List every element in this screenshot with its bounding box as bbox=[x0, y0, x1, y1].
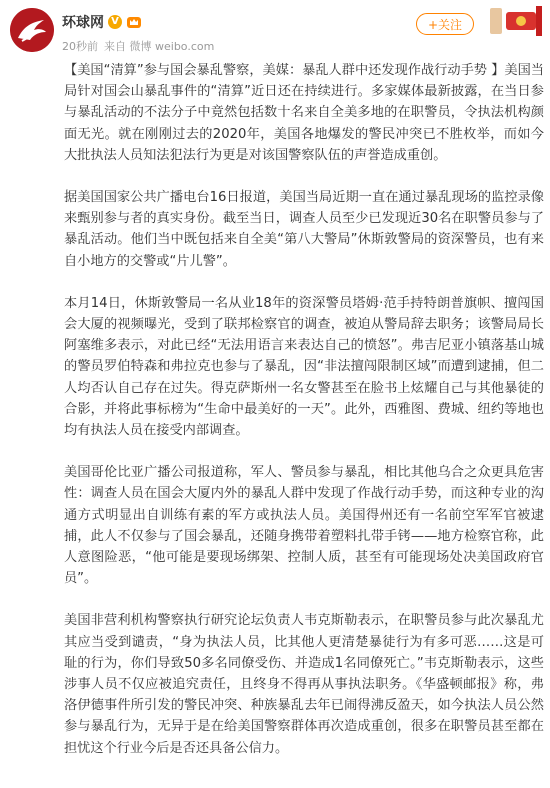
post-content bbox=[64, 60, 544, 780]
account-name[interactable]: 环球网 bbox=[62, 15, 104, 31]
post-meta bbox=[62, 38, 214, 54]
follow-button[interactable]: +关注 bbox=[416, 13, 474, 35]
eagle-logo-icon bbox=[10, 8, 54, 52]
post-header bbox=[0, 0, 550, 60]
member-crown-icon bbox=[126, 15, 142, 29]
festive-decoration-icon bbox=[486, 2, 546, 42]
verified-v-badge-icon: V bbox=[108, 15, 122, 29]
post-source: 来自 微博 weibo.com bbox=[104, 40, 215, 53]
post-paragraph: 【美国“清算”参与国会暴乱警察，美媒：暴乱人群中还发现作战行动手势 】美国当局针对国会山暴乱事件的“清算”近日还在持续进行。多家媒体最新披露，在当日参与暴乱活动的不法分子中竟然包括数十名来自全美多地的在职警员，令执法机构颜面无光。就在刚刚过去的2020年，美国各地爆发的警民冲突已不胜枚举，而如今大批执法人员知法犯法行为更是对该国警察队伍的声誉造成重创。 bbox=[64, 63, 544, 163]
post-time[interactable]: 20秒前 bbox=[62, 40, 98, 53]
post-paragraph: 据美国国家公共广播电台16日报道，美国当局近期一直在通过暴乱现场的监控录像来甄别参与者的真实身份。截至当日，调查人员至少已发现近30名在职警员参与了暴乱活动。他们当中既包括来自全美“第八大警局”休斯敦警局的资深警员，也有来自小地方的交警或“片儿警”。 bbox=[64, 190, 544, 269]
account-avatar[interactable] bbox=[10, 8, 54, 52]
post-paragraph: 美国非营利机构警察执行研究论坛负责人韦克斯勒表示，在职警员参与此次暴乱尤其应当受到谴责，“身为执法人员，比其他人更清楚暴徒行为有多可恶……这是可耻的行为，你们导致50多名同僚受伤、并造成1名同僚死亡。”韦克斯勒表示，这些涉事人员不仅应被追究责任，且终身不得再从事执法职务。《华盛顿邮报》称，弗洛伊德事件所引发的警民冲突、种族暴乱去年已闹得沸反盈天，如今执法人员公然参与暴乱行为，无异于是在给美国警察群体再次造成重创，很多在职警员甚至都在担忧这个行业今后是否还具备公信力。 bbox=[64, 613, 544, 756]
post-paragraph: 美国哥伦比亚广播公司报道称，军人、警员参与暴乱，相比其他乌合之众更具危害性：调查人员在国会大厦内外的暴乱人群中发现了作战行动手势，而这种专业的沟通方式明显出自训练有素的军方或执法人员。美国得州还有一名前空军军官被逮捕，此人不仅参与了国会暴乱，还随身携带着塑料扎带手铐——地方检察官称，此人意图险恶，“他可能是要现场绑架、控制人质，甚至有可能现场处决美国政府官员”。 bbox=[64, 465, 544, 587]
post-paragraph: 本月14日，休斯敦警局一名从业18年的资深警员塔姆·范手持特朗普旗帜、擅闯国会大厦的视频曝光，受到了联邦检察官的调查，被迫从警局辞去职务；该警局局长阿塞维多表示，对此已经“无法用语言来表达自己的愤怒”。弗吉尼亚小镇落基山城的警员罗伯特森和弗拉克也参与了暴乱，因“非法擅闯限制区域”而遭到逮捕，但二人均否认自己存在过失。得克萨斯州一名女警甚至在脸书上炫耀自己与其他暴徒的合影，并将此事标榜为“生命中最美好的一天”。此外，西雅图、费城、纽约等地也均有执法人员在接受内部调查。 bbox=[64, 295, 544, 439]
account-name-row bbox=[62, 12, 142, 32]
